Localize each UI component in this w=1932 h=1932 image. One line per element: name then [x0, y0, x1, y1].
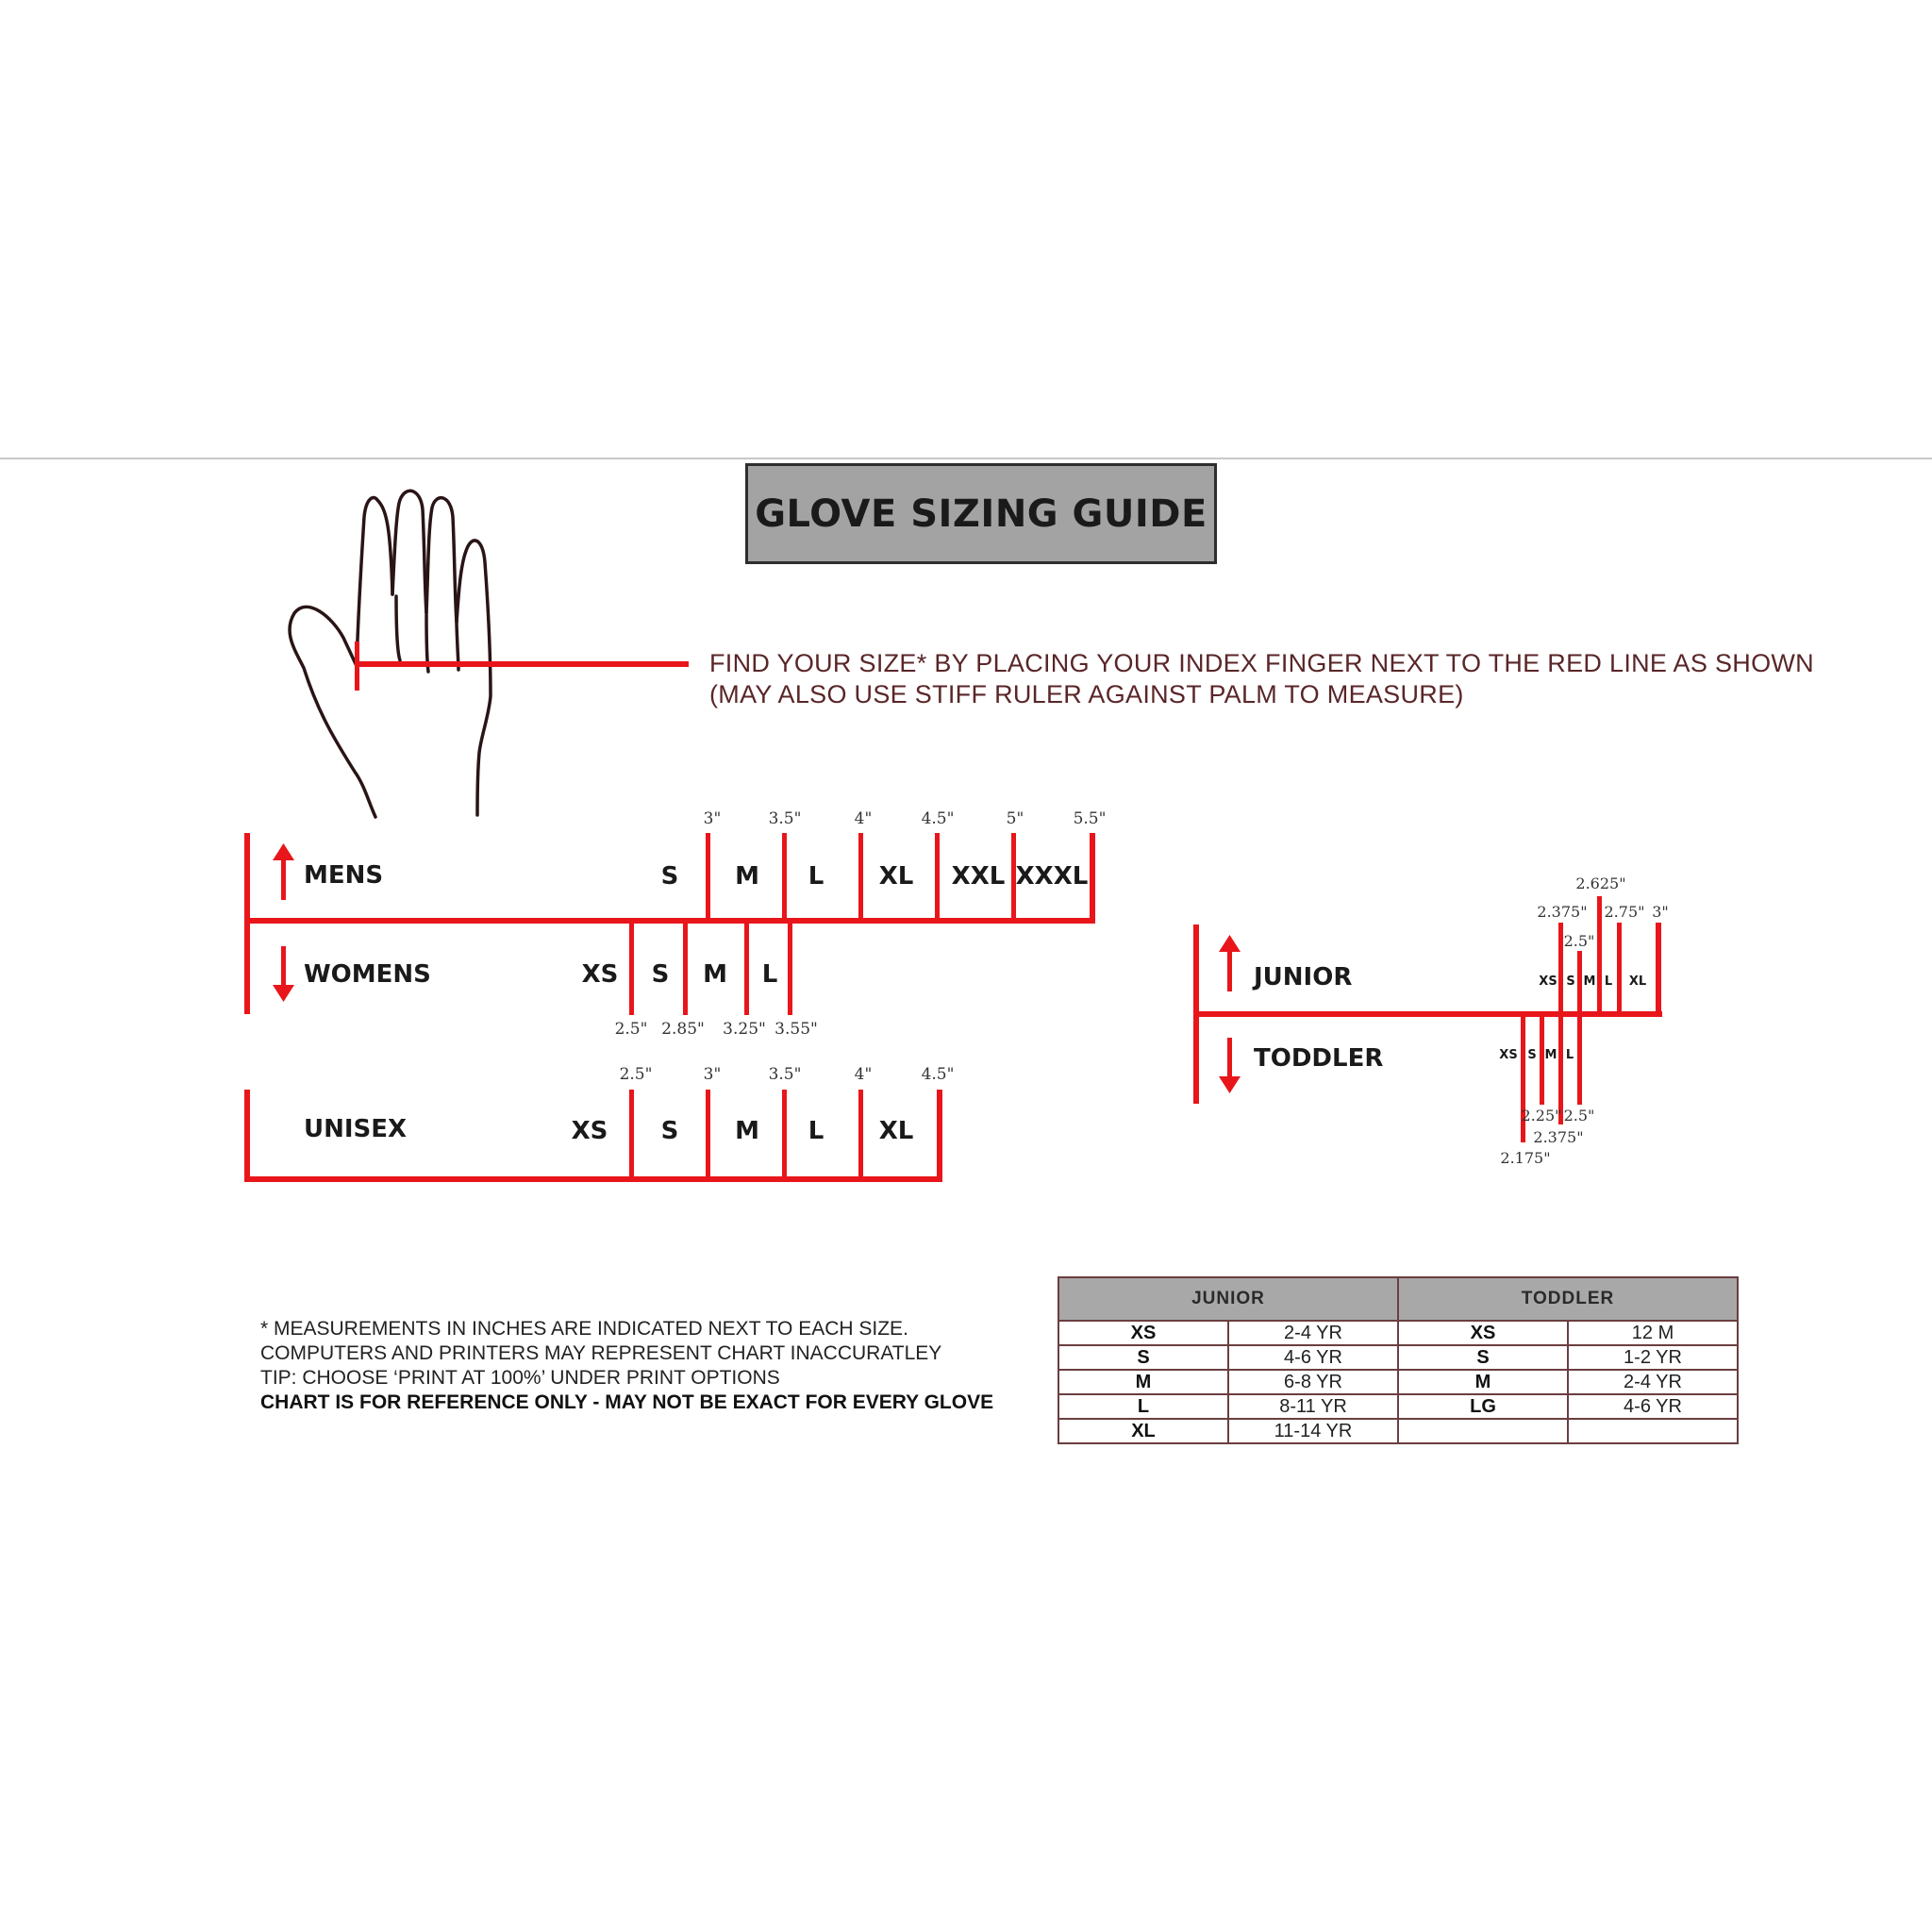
junior-age-cell: 11-14 YR: [1228, 1419, 1398, 1443]
womens-size-l: L: [761, 960, 778, 989]
mens-tick-xl: [935, 833, 940, 921]
mens-size-s: S: [660, 862, 679, 891]
table-row: [1058, 1321, 1738, 1345]
womens-size-s: S: [651, 960, 670, 989]
mens-measure-3: 3": [703, 809, 722, 828]
arrow-up-icon: [273, 843, 294, 900]
junior-header: JUNIOR: [1058, 1277, 1398, 1321]
toddler-size-cell: S: [1398, 1345, 1568, 1370]
unisex-tick-xs: [629, 1090, 634, 1179]
unisex-scale-left-bar: [244, 1090, 250, 1182]
note-line-4: CHART IS FOR REFERENCE ONLY - MAY NOT BE EXACT FOR EVERY GLOVE: [260, 1391, 994, 1413]
junior-tick-l: [1617, 923, 1622, 1014]
toddler-age-cell: 1-2 YR: [1568, 1345, 1738, 1370]
age-table: [1058, 1276, 1739, 1444]
toddler-size-s: S: [1527, 1048, 1537, 1062]
unisex-size-xs: XS: [571, 1117, 608, 1145]
unisex-tick-l: [858, 1090, 863, 1179]
toddler-age-cell: 2-4 YR: [1568, 1370, 1738, 1394]
womens-measure-2-85: 2.85": [661, 1020, 705, 1039]
toddler-size-cell: M: [1398, 1370, 1568, 1394]
unisex-size-m: M: [735, 1117, 759, 1145]
junior-measure-2-625: 2.625": [1575, 874, 1626, 892]
toddler-size-xs: XS: [1499, 1048, 1518, 1062]
womens-measure-2-5: 2.5": [614, 1020, 648, 1039]
table-row: [1058, 1370, 1738, 1394]
womens-tick-l: [788, 921, 792, 1015]
womens-size-m: M: [703, 960, 727, 989]
mens-tick-l: [858, 833, 863, 921]
unisex-measure-3-5: 3.5": [768, 1065, 802, 1084]
unisex-label: UNISEX: [304, 1115, 408, 1143]
unisex-size-xl: XL: [878, 1117, 914, 1145]
palm-pointer-line: [355, 641, 689, 691]
junior-size-xl: XL: [1628, 974, 1647, 989]
junior-measure-3: 3": [1652, 903, 1669, 921]
womens-tick-m: [744, 921, 749, 1015]
toddler-size-cell: LG: [1398, 1394, 1568, 1419]
unisex-scale-axis: [244, 1176, 942, 1182]
unisex-tick-s: [706, 1090, 710, 1179]
junior-size-m: M: [1583, 974, 1596, 989]
junior-measure-2-375: 2.375": [1537, 903, 1588, 921]
unisex-measure-4: 4": [854, 1065, 873, 1084]
junior-size-cell: XS: [1058, 1321, 1228, 1345]
mens-label: MENS: [304, 861, 384, 890]
table-row: [1058, 1419, 1738, 1443]
junior-label: JUNIOR: [1254, 963, 1353, 991]
mens-measure-3-5: 3.5": [768, 809, 802, 828]
unisex-measure-2-5: 2.5": [619, 1065, 653, 1084]
toddler-age-cell: 12 M: [1568, 1321, 1738, 1345]
toddler-size-m: M: [1544, 1048, 1557, 1062]
unisex-size-s: S: [660, 1117, 679, 1145]
womens-measure-3-25: 3.25": [723, 1020, 766, 1039]
mens-measure-5-5: 5.5": [1073, 809, 1107, 828]
unisex-measure-4-5: 4.5": [921, 1065, 955, 1084]
toddler-size-l: L: [1565, 1048, 1574, 1062]
table-row: [1058, 1345, 1738, 1370]
unisex-scale: [244, 1065, 954, 1182]
arrow-down-icon: [1219, 1038, 1241, 1093]
mens-size-m: M: [735, 862, 759, 891]
mens-measure-4-5: 4.5": [921, 809, 955, 828]
arrow-down-icon: [273, 946, 294, 1002]
junior-measure-2-5: 2.5": [1563, 932, 1595, 950]
adult-scale: [244, 809, 1106, 1039]
toddler-tick-l: [1577, 1014, 1582, 1105]
mens-tick-s: [706, 833, 710, 921]
table-row: [1058, 1394, 1738, 1419]
toddler-size-cell: XS: [1398, 1321, 1568, 1345]
junior-size-xs: XS: [1539, 974, 1557, 989]
age-table-header: [1058, 1277, 1738, 1321]
junior-size-l: L: [1604, 974, 1613, 989]
toddler-tick-s: [1540, 1014, 1544, 1105]
arrow-up-icon: [1219, 935, 1241, 991]
toddler-measure-2-25: 2.25": [1521, 1107, 1562, 1124]
mens-measure-4: 4": [854, 809, 873, 828]
notes: [260, 1317, 993, 1415]
instruction-line-2: (MAY ALSO USE STIFF RULER AGAINST PALM TO MEASURE): [709, 680, 1464, 708]
toddler-measure-2-375: 2.375": [1533, 1128, 1584, 1146]
junior-tick-xs: [1558, 923, 1563, 1014]
note-line-3: TIP: CHOOSE ‘PRINT AT 100%’ UNDER PRINT OPTIONS: [260, 1367, 780, 1389]
toddler-measure-2-175: 2.175": [1500, 1149, 1551, 1167]
toddler-label: TODDLER: [1254, 1044, 1384, 1073]
toddler-size-cell: [1398, 1419, 1568, 1443]
youth-scale: [1193, 874, 1669, 1167]
hand-outline-icon: [290, 491, 491, 817]
junior-age-cell: 8-11 YR: [1228, 1394, 1398, 1419]
mens-size-xl: XL: [878, 862, 914, 891]
junior-measure-2-75: 2.75": [1604, 903, 1645, 921]
womens-tick-s: [683, 921, 688, 1015]
mens-size-xxxl: XXXL: [1015, 862, 1089, 891]
womens-label: WOMENS: [304, 960, 431, 989]
junior-size-cell: S: [1058, 1345, 1228, 1370]
junior-tick-m: [1597, 896, 1602, 1014]
junior-size-cell: XL: [1058, 1419, 1228, 1443]
youth-scale-axis: [1193, 1011, 1662, 1017]
toddler-age-cell: [1568, 1419, 1738, 1443]
mens-measure-5: 5": [1006, 809, 1024, 828]
mens-tick-xxxl: [1090, 833, 1095, 924]
junior-age-cell: 2-4 YR: [1228, 1321, 1398, 1345]
junior-tick-s: [1577, 951, 1582, 1014]
junior-size-s: S: [1566, 974, 1575, 989]
junior-tick-xl: [1656, 923, 1661, 1017]
note-line-1: * MEASUREMENTS IN INCHES ARE INDICATED NEXT TO EACH SIZE.: [260, 1318, 908, 1340]
unisex-measure-3: 3": [703, 1065, 722, 1084]
junior-age-cell: 6-8 YR: [1228, 1370, 1398, 1394]
womens-tick-xs: [629, 921, 634, 1015]
womens-measure-3-55: 3.55": [774, 1020, 818, 1039]
toddler-measure-2-5: 2.5": [1563, 1107, 1595, 1124]
mens-size-l: L: [808, 862, 824, 891]
unisex-tick-xl: [937, 1090, 942, 1182]
instruction-line-1: FIND YOUR SIZE* BY PLACING YOUR INDEX FINGER NEXT TO THE RED LINE AS SHOWN: [709, 649, 1814, 677]
toddler-header: TODDLER: [1398, 1277, 1738, 1321]
unisex-size-l: L: [808, 1117, 824, 1145]
mens-tick-m: [782, 833, 787, 921]
junior-size-cell: M: [1058, 1370, 1228, 1394]
junior-age-cell: 4-6 YR: [1228, 1345, 1398, 1370]
note-line-2: COMPUTERS AND PRINTERS MAY REPRESENT CHART INACCURATLEY: [260, 1342, 942, 1364]
womens-size-xs: XS: [581, 960, 619, 989]
page-title: GLOVE SIZING GUIDE: [755, 491, 1208, 536]
unisex-tick-m: [782, 1090, 787, 1179]
junior-size-cell: L: [1058, 1394, 1228, 1419]
mens-size-xxl: XXL: [951, 862, 1006, 891]
toddler-age-cell: 4-6 YR: [1568, 1394, 1738, 1419]
adult-scale-axis: [244, 918, 1095, 924]
